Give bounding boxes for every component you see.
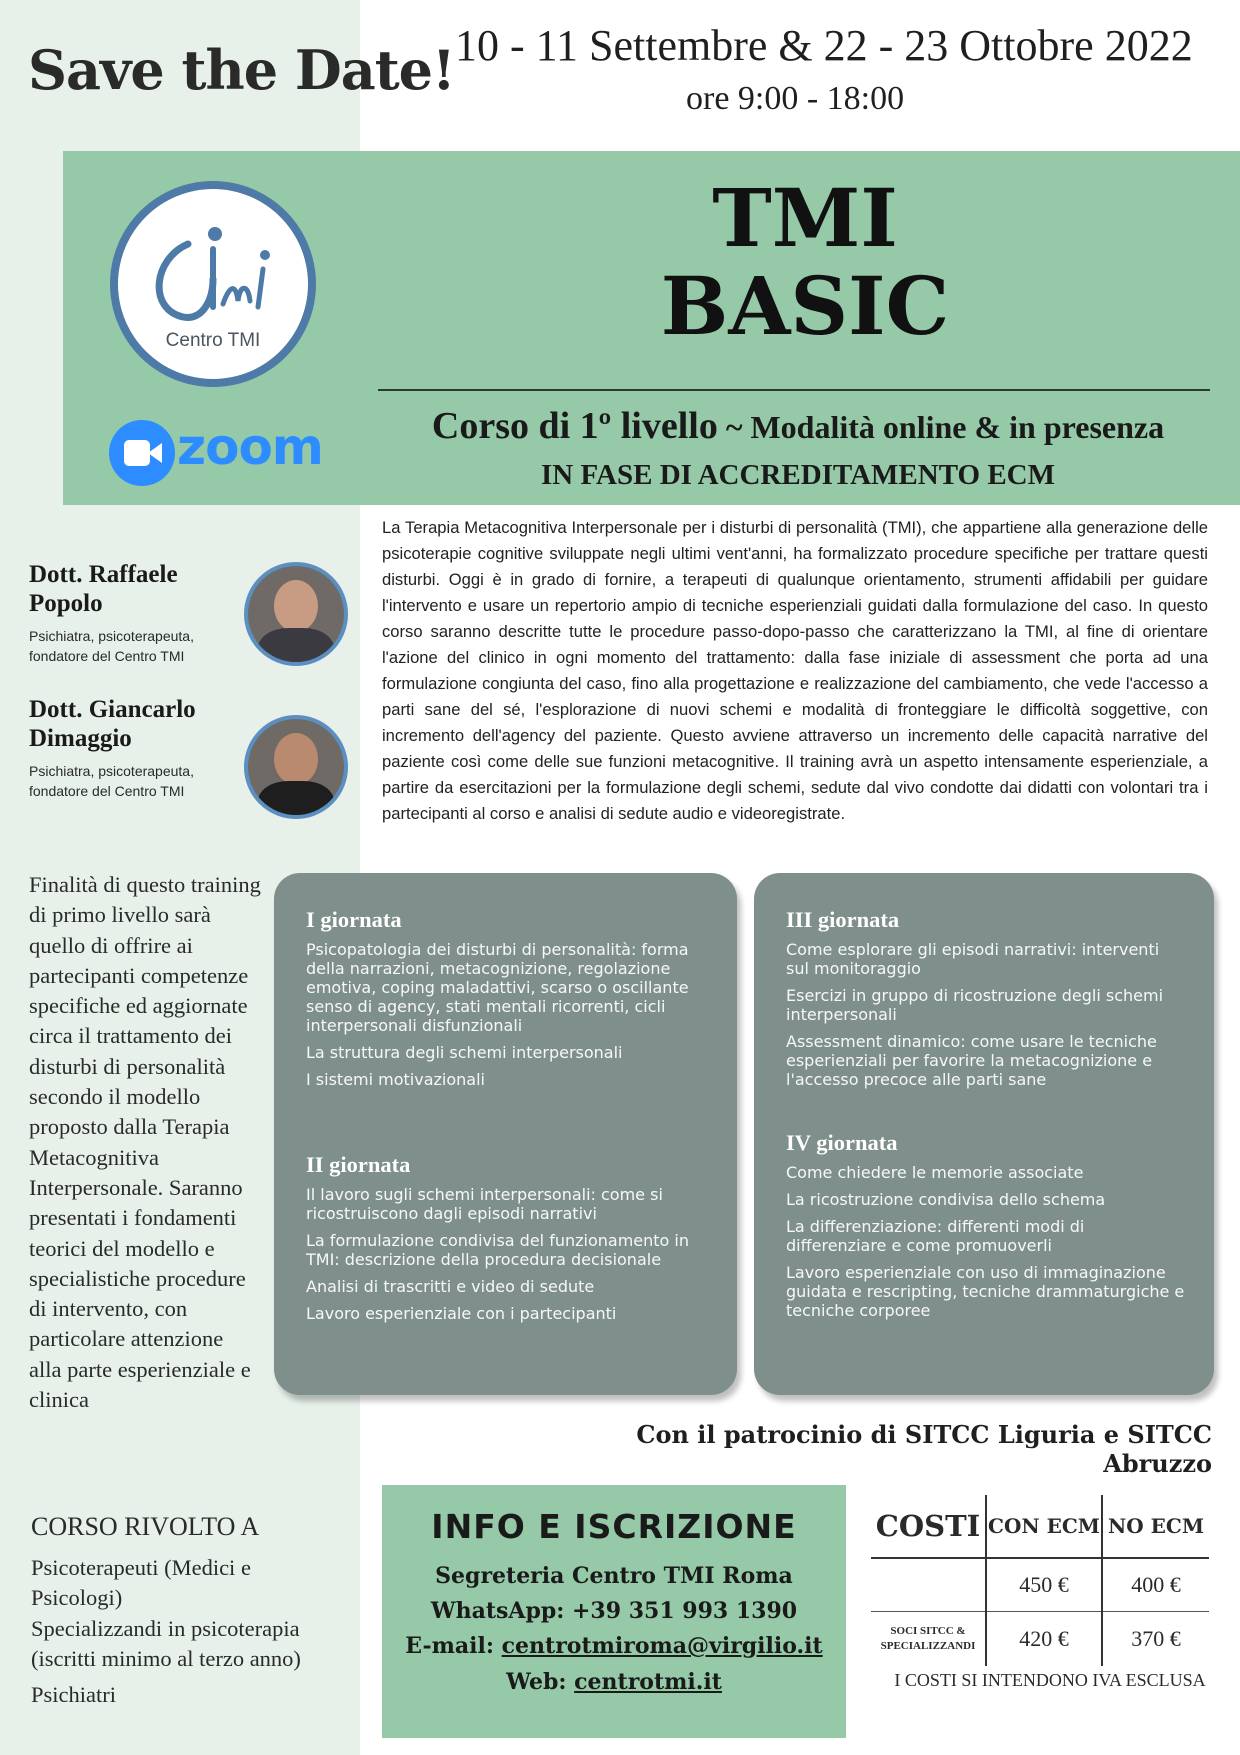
day-2-item: Analisi di trascritti e video di sedute — [306, 1277, 595, 1296]
email-label: E-mail: — [405, 1633, 502, 1659]
day-3-title: III giornata — [786, 907, 900, 932]
zoom-wordmark: zoom — [177, 418, 323, 476]
day-3-item: Assessment dinamico: come usare le tecniche esperienziali per favorire la metacognizione e l'accesso precoce alle parti sane — [786, 1032, 1157, 1089]
day-3-item: Esercizi in gruppo di ricostruzione degli schemi interpersonali — [786, 986, 1164, 1024]
costs-table — [871, 1495, 1209, 1666]
audience-item-3: Psichiatri — [31, 1682, 116, 1707]
web-label: Web: — [506, 1669, 575, 1695]
course-mode: ~ Modalità online & in presenza — [717, 409, 1165, 445]
course-subtitle — [378, 404, 1218, 448]
costs-row-2-label — [871, 1612, 986, 1667]
day-3-item: Come esplorare gli episodi narrativi: interventi sul monitoraggio — [786, 940, 1160, 978]
program-card-left — [274, 873, 737, 1395]
zoom-camera-lens-icon — [148, 443, 162, 463]
title-line-1: TMI — [712, 171, 898, 265]
email-line — [382, 1633, 846, 1659]
sponsorship-note: Con il patrocinio di SITCC Liguria e SITCC Abruzzo — [636, 1420, 1212, 1478]
speaker-1-role-1: Psichiatra, psicoterapeuta, — [29, 628, 194, 644]
day-2-title: II giornata — [306, 1152, 411, 1177]
web-line — [382, 1669, 846, 1695]
costs-row-1-label — [871, 1558, 986, 1612]
costs-row-1-ecm: 450 € — [986, 1558, 1102, 1612]
costs-row-standard — [871, 1558, 1209, 1612]
day-4 — [786, 1130, 1186, 1328]
day-1-item: I sistemi motivazionali — [306, 1070, 485, 1089]
speaker-2-role-2: fondatore del Centro TMI — [29, 783, 185, 799]
speaker-1 — [29, 560, 239, 666]
day-4-item: Come chiedere le memorie associate — [786, 1163, 1084, 1182]
costs-row-2-ecm: 420 € — [986, 1612, 1102, 1667]
speaker-2 — [29, 695, 239, 801]
day-2-item: Il lavoro sugli schemi interpersonali: come si ricostruiscono dagli episodi narrativi — [306, 1185, 663, 1223]
day-2-item: Lavoro esperienziale con i partecipanti — [306, 1304, 617, 1323]
speaker-1-name-first: Dott. Raffaele — [29, 561, 178, 588]
costs-col-ecm: CON ECM — [986, 1495, 1102, 1558]
day-3 — [786, 907, 1186, 1097]
course-level: Corso di 1º livello — [431, 405, 718, 447]
day-4-item: La differenziazione: differenti modi di differenziare e come promuoverli — [786, 1217, 1085, 1255]
day-1 — [306, 907, 706, 1097]
info-title: INFO E ISCRIZIONE — [431, 1507, 797, 1546]
costs-row-members — [871, 1612, 1209, 1667]
whatsapp-line — [382, 1598, 846, 1624]
costs-header-row — [871, 1495, 1209, 1558]
day-2 — [306, 1152, 706, 1331]
email-link[interactable]: centrotmiroma@virgilio.it — [501, 1633, 823, 1659]
web-link[interactable]: centrotmi.it — [574, 1669, 722, 1695]
speaker-1-avatar — [244, 562, 348, 666]
logo-caption: Centro TMI — [165, 330, 261, 351]
day-4-title: IV giornata — [786, 1130, 898, 1155]
title-line-2: BASIC — [660, 259, 950, 353]
costs-col-no-ecm: NO ECM — [1102, 1495, 1209, 1558]
speaker-2-avatar — [244, 715, 348, 819]
whatsapp-label: WhatsApp: — [430, 1598, 572, 1624]
whatsapp-number[interactable]: +39 351 993 1390 — [572, 1598, 798, 1624]
program-card-right — [754, 873, 1214, 1395]
zoom-camera-icon — [124, 440, 150, 466]
day-2-item: La formulazione condivisa del funzionamento in TMI: descrizione della procedura decisionale — [306, 1231, 689, 1269]
speaker-2-role-1: Psichiatra, psicoterapeuta, — [29, 763, 194, 779]
costs-title: COSTI — [871, 1495, 986, 1558]
speaker-1-name-last: Popolo — [29, 590, 103, 617]
audience-item-1: Psicoterapeuti (Medici e Psicologi) — [31, 1555, 251, 1610]
title-divider — [378, 389, 1210, 391]
event-hours: ore 9:00 - 18:00 — [686, 80, 905, 117]
audience-title: CORSO RIVOLTO A — [31, 1512, 260, 1541]
speaker-2-name-first: Dott. Giancarlo — [29, 696, 196, 723]
training-goal-text: Finalità di questo training di primo livello sarà quello di offrire ai partecipanti competenze specifiche ed aggiornate circa il trattamento dei disturbi di personalità secondo il modello proposto dalla Terapia Metacognitiva Interpersonale. Saranno presentati i fondamenti teorici del modello e specialistiche procedure di intervento, con particolare attenzione alla parte esperienziale e clinica — [29, 872, 261, 1413]
costs-row-2-label-2: SPECIALIZZANDI — [880, 1640, 976, 1652]
speaker-2-name-last: Dimaggio — [29, 725, 132, 752]
save-the-date-heading: Save the Date! — [28, 38, 455, 102]
day-1-item: Psicopatologia dei disturbi di personalità: forma della narrazioni, metacognizione, regolazione emotiva, coping maladattivi, scarso o oscillante senso di agency, stati mentali ricorrenti, cicli interpersonali disfunzionali — [306, 940, 689, 1035]
costs-vat-note: I COSTI SI INTENDONO IVA ESCLUSA — [894, 1670, 1206, 1690]
speaker-1-role-2: fondatore del Centro TMI — [29, 648, 185, 664]
day-1-title: I giornata — [306, 907, 402, 932]
accreditation-note: IN FASE DI ACCREDITAMENTO ECM — [541, 459, 1055, 491]
costs-row-2-label-1: SOCI SITCC & — [890, 1625, 966, 1637]
costs-row-1-no-ecm: 400 € — [1102, 1558, 1209, 1612]
course-description: La Terapia Metacognitiva Interpersonale per i disturbi di personalità (TMI), che appartiene alla generazione delle psicoterapie cognitive sviluppate negli ultimi vent'anni, ha formalizzato procedure specifiche per trattare questi disturbi. Oggi è in grado di fornire, a terapeuti di qualunque orientamento, strumenti affidabili per guidare l'intervento e usare un repertorio ampio di tecniche esperienziali guidati dalla formulazione del caso. In questo corso saranno descritte tutte le procedure passo-dopo-passo che caratterizzano la TMI, al fine di orientare l'azione del clinico in ogni momento del trattamento: dalla fase iniziale di assessment che porta ad una formulazione congiunta del caso, fino alla progettazione e realizzazione del cambiamento, che vede l'accesso a parti sane del sé, l'esplorazione di nuovi schemi e modalità di fronteggiare le difficoltà soggettive, con incremento dell'agency del paziente. Questo avviene attraverso un incremento delle capacità narrative del paziente così come delle sue funzioni metacognitive. Il training avrà un aspetto intensamente esperienziale, a partire da esercitazioni per la formulazione degli schemi, sedute dal vivo condotte dai didatti con volontari tra i partecipanti al corso e analisi di sedute audio e videoregistrate. — [382, 518, 1208, 823]
secretariat-name: Segreteria Centro TMI Roma — [435, 1563, 793, 1589]
day-4-item: Lavoro esperienziale con uso di immaginazione guidata e rescripting, tecniche drammaturgiche e tecniche corporee — [786, 1263, 1185, 1320]
event-dates: 10 - 11 Settembre & 22 - 23 Ottobre 2022 — [455, 21, 1193, 70]
audience-item-2: Specializzandi in psicoterapia (iscritti minimo al terzo anno) — [31, 1616, 301, 1671]
day-4-item: La ricostruzione condivisa dello schema — [786, 1190, 1106, 1209]
day-1-item: La struttura degli schemi interpersonali — [306, 1043, 623, 1062]
costs-row-2-no-ecm: 370 € — [1102, 1612, 1209, 1667]
